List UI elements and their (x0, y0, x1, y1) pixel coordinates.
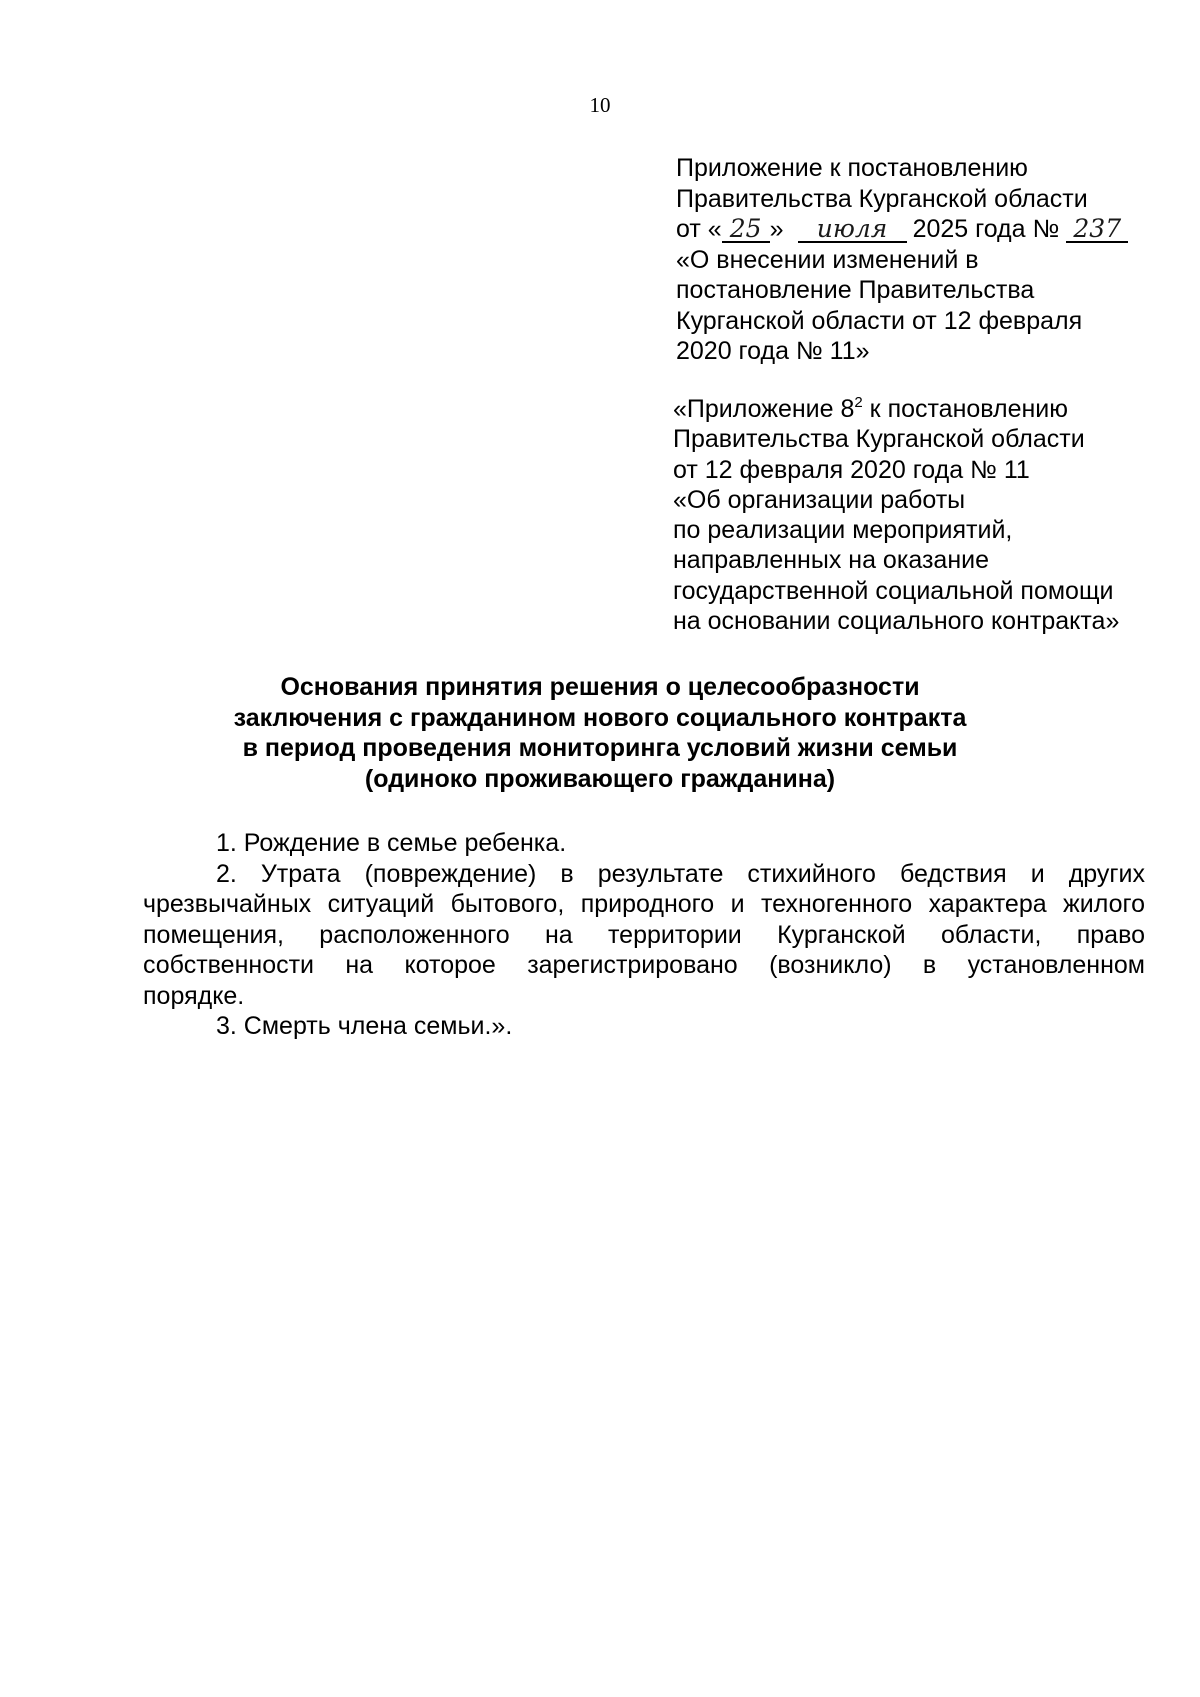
date-year: 2025 года № (912, 215, 1060, 243)
appendix-header-line: Приложение к постановлению (676, 154, 1028, 182)
appendix-reference-line: по реализации мероприятий, (673, 516, 1013, 545)
list-item-2-line: 2. Утрата (повреждение) в результате стихийного бедствия и других (216, 859, 1145, 888)
appendix-reference (673, 394, 1153, 636)
handwritten-month: июля (798, 217, 907, 243)
appendix-reference-line (673, 394, 1153, 424)
appendix-date-line (676, 214, 1156, 245)
title-line: Основания принятия решения о целесообразности (280, 673, 920, 701)
list-item-2-line: собственности на которое зарегистрировано (возникло) в установленном (143, 951, 1145, 979)
handwritten-number: 237 (1066, 217, 1128, 243)
title-line: (одиноко проживающего гражданина) (364, 764, 836, 793)
appendix-reference-line: на основании социального контракта» (673, 607, 1120, 636)
document-body (143, 828, 1145, 1042)
list-item-2-line: помещения, расположенного на территории Курганской области, право (143, 920, 1145, 949)
list-item-2-line: чрезвычайных ситуаций бытового, природного и техногенного характера жилого (143, 890, 1145, 918)
appendix-reference-line: «Об организации работы (673, 485, 966, 514)
appendix-header-line: 2020 года № 11» (676, 337, 870, 365)
appendix-header-line: Курганской области от 12 февраля (676, 306, 1083, 335)
appendix-header-line: «О внесении изменений в (676, 245, 979, 274)
list-item-3: 3. Смерть члена семьи.». (216, 1012, 513, 1040)
list-item-2-line: порядке. (143, 981, 245, 1010)
handwritten-day: 25 (722, 217, 770, 243)
appendix-superscript: 2 (854, 394, 863, 411)
appendix-suffix: к постановлению (862, 395, 1069, 423)
appendix-header-line: постановление Правительства (676, 276, 1035, 304)
date-quote-close: » (769, 215, 784, 243)
appendix-number: «Приложение 8 (673, 395, 855, 423)
appendix-header (676, 153, 1156, 367)
appendix-reference-line: направленных на оказание (673, 546, 989, 575)
appendix-header-line: Правительства Курганской области (676, 184, 1088, 213)
appendix-reference-line: государственной социальной помощи (673, 576, 1114, 605)
document-title (0, 672, 1200, 794)
appendix-reference-line: Правительства Курганской области (673, 425, 1085, 454)
appendix-reference-line: от 12 февраля 2020 года № 11 (673, 455, 1030, 484)
list-item-1: 1. Рождение в семье ребенка. (216, 829, 567, 857)
date-prefix: от « (676, 215, 722, 243)
title-line: заключения с гражданином нового социального контракта (233, 703, 967, 732)
title-line: в период проведения мониторинга условий жизни семьи (242, 734, 958, 762)
page-number: 10 (589, 93, 611, 117)
